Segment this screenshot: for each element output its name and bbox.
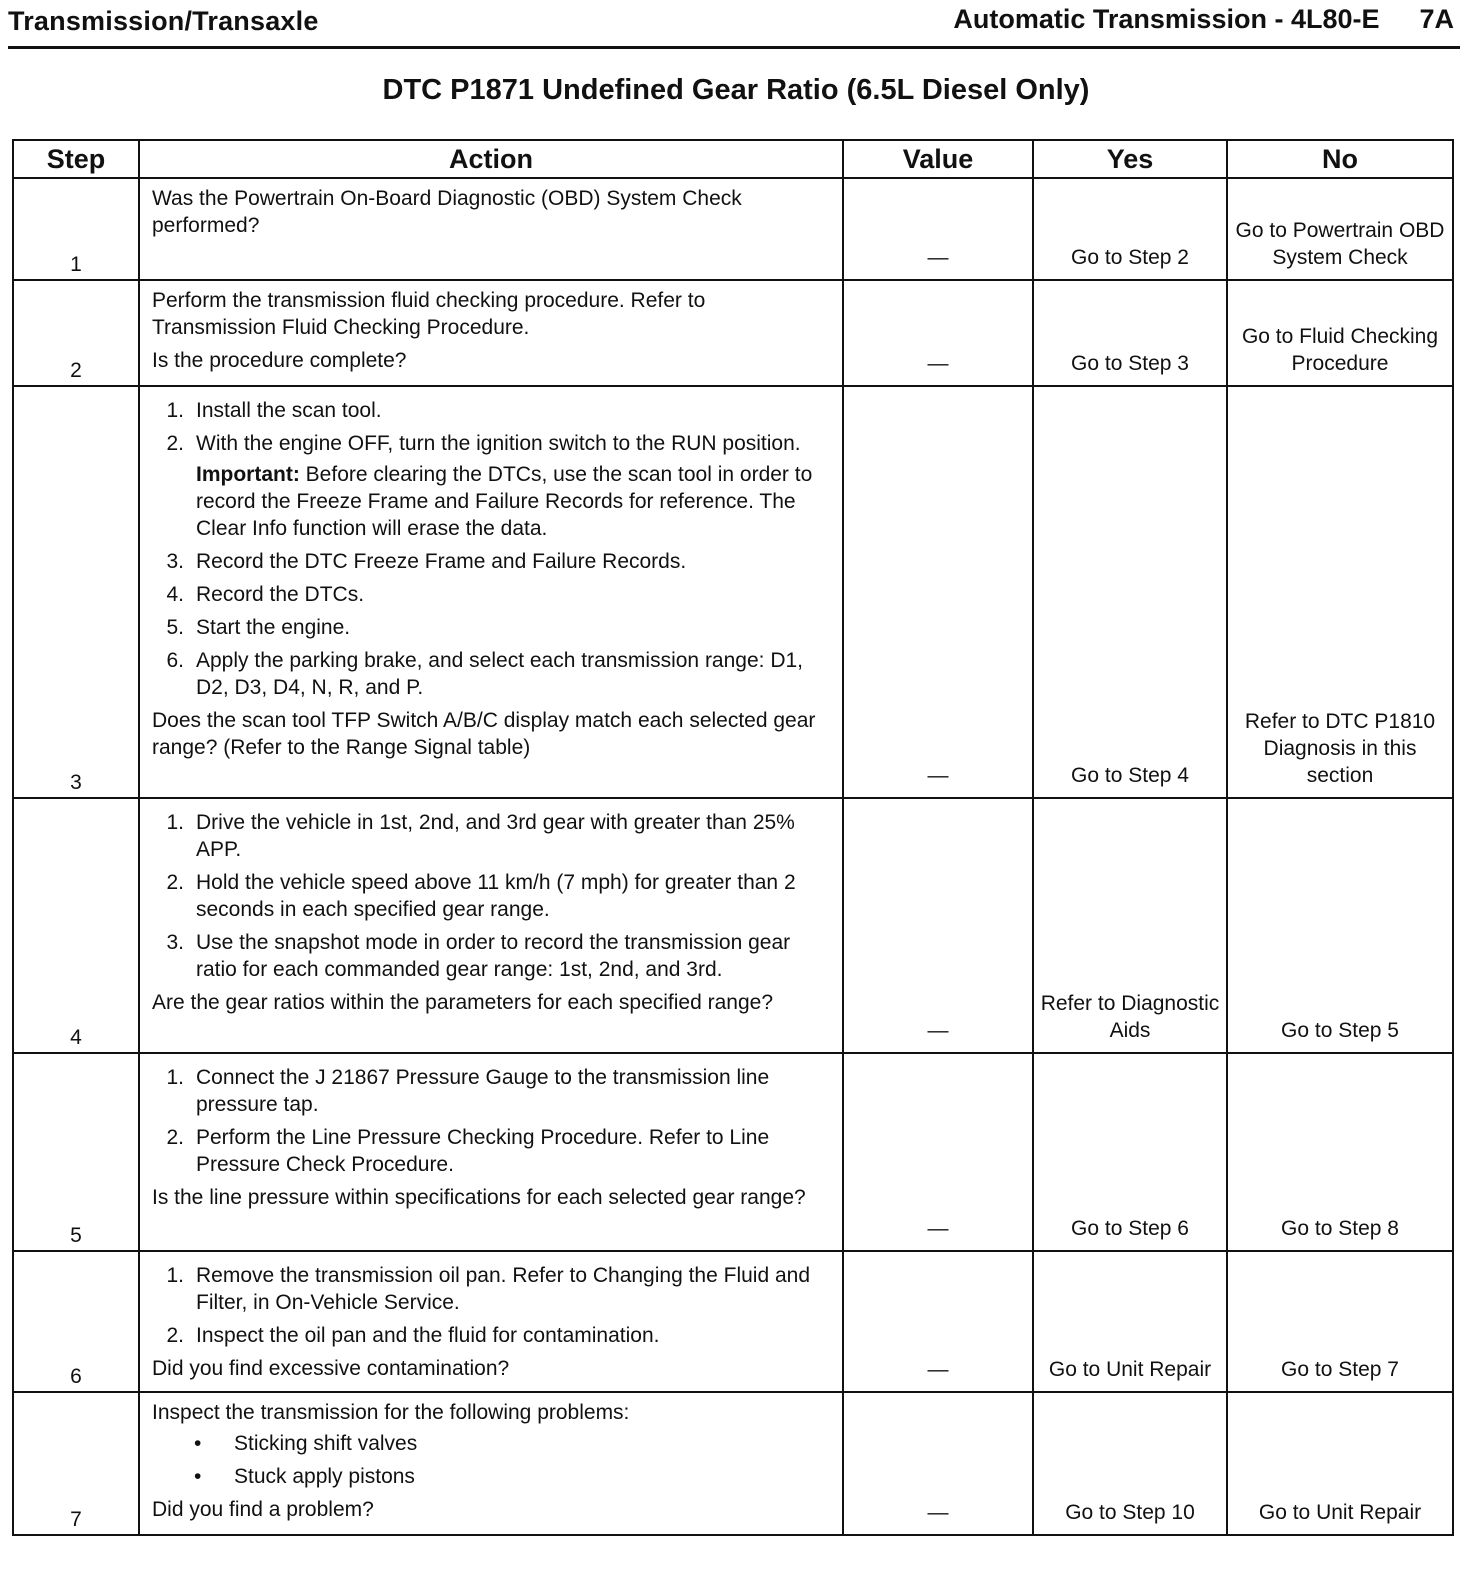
value-cell: — [843, 1251, 1033, 1392]
action-cell [139, 280, 843, 386]
action-cell [139, 1251, 843, 1392]
action-steps [152, 1064, 834, 1178]
value-cell: — [843, 386, 1033, 798]
yes-cell: Go to Step 10 [1033, 1392, 1227, 1535]
col-header-value: Value [843, 140, 1033, 178]
action-question: Is the line pressure within specifications for each selected gear range? [152, 1186, 806, 1209]
value-cell: — [843, 1053, 1033, 1251]
no-cell: Go to Powertrain OBD System Check [1227, 178, 1453, 280]
action-steps [152, 1262, 834, 1349]
list-item: 6. Apply the parking brake, and select each transmission range: D1, D2, D3, D4, N, R, and P. [166, 649, 804, 699]
action-steps [152, 397, 834, 701]
action-question: Does the scan tool TFP Switch A/B/C display match each selected gear range? (Refer to the Range Signal table) [152, 709, 816, 759]
page-code: 7A [1419, 4, 1454, 34]
step-number: 7 [13, 1392, 139, 1535]
list-item: 1. Install the scan tool. [166, 399, 382, 422]
col-header-no: No [1227, 140, 1453, 178]
diagnostic-table [12, 139, 1454, 1536]
step-number: 5 [13, 1053, 139, 1251]
value-cell: — [843, 798, 1033, 1053]
table-row [13, 280, 1453, 386]
value-cell: — [843, 1392, 1033, 1535]
value-cell: — [843, 178, 1033, 280]
step-number: 2 [13, 280, 139, 386]
step-number: 4 [13, 798, 139, 1053]
action-cell [139, 386, 843, 798]
value-cell: — [843, 280, 1033, 386]
list-item: 4. Record the DTCs. [166, 583, 365, 606]
important-text: Before clearing the DTCs, use the scan tool in order to record the Freeze Frame and Failure Records for reference. The Clear Info function will erase the data. [196, 463, 813, 540]
yes-cell: Go to Step 3 [1033, 280, 1227, 386]
list-item: 2. Perform the Line Pressure Checking Procedure. Refer to Line Pressure Check Procedure. [166, 1126, 770, 1176]
action-cell [139, 178, 843, 280]
list-item: 5. Start the engine. [166, 616, 351, 639]
action-cell [139, 1392, 843, 1535]
action-text: Inspect the transmission for the following problems: [152, 1401, 630, 1424]
no-cell: Go to Step 8 [1227, 1053, 1453, 1251]
yes-cell: Go to Step 2 [1033, 178, 1227, 280]
list-item: 1. Drive the vehicle in 1st, 2nd, and 3rd gear with greater than 25% APP. [166, 811, 795, 861]
no-cell: Refer to DTC P1810 Diagnosis in this section [1227, 386, 1453, 798]
list-item: 2. Hold the vehicle speed above 11 km/h (7 mph) for greater than 2 seconds in each specified gear range. [166, 871, 796, 921]
chapter-title: Automatic Transmission - 4L80-E [953, 4, 1380, 34]
action-question: Did you find a problem? [152, 1498, 374, 1521]
action-text: Perform the transmission fluid checking procedure. Refer to Transmission Fluid Checking Procedure. [152, 289, 706, 339]
table-row [13, 1053, 1453, 1251]
yes-cell: Refer to Diagnostic Aids [1033, 798, 1227, 1053]
yes-cell: Go to Step 6 [1033, 1053, 1227, 1251]
list-item: 2. Inspect the oil pan and the fluid for contamination. [166, 1324, 660, 1347]
action-question: Did you find excessive contamination? [152, 1357, 510, 1380]
important-note [196, 461, 834, 542]
action-steps [152, 809, 834, 983]
no-cell: Go to Step 5 [1227, 798, 1453, 1053]
action-cell [139, 798, 843, 1053]
col-header-step: Step [13, 140, 139, 178]
list-item: 3. Record the DTC Freeze Frame and Failure Records. [166, 550, 687, 573]
step-number: 6 [13, 1251, 139, 1392]
action-question: Is the procedure complete? [152, 349, 407, 372]
no-cell: Go to Unit Repair [1227, 1392, 1453, 1535]
table-row [13, 1392, 1453, 1535]
table-header-row [13, 140, 1453, 178]
yes-cell: Go to Step 4 [1033, 386, 1227, 798]
bullet-icon: • [194, 1432, 202, 1455]
table-row [13, 386, 1453, 798]
important-label: Important: [196, 463, 300, 486]
yes-cell: Go to Unit Repair [1033, 1251, 1227, 1392]
no-cell: Go to Step 7 [1227, 1251, 1453, 1392]
col-header-action: Action [139, 140, 843, 178]
header-rule [8, 46, 1460, 49]
list-item: 3. Use the snapshot mode in order to record the transmission gear ratio for each commanded gear range: 1st, 2nd, and 3rd. [166, 931, 791, 981]
page-title: DTC P1871 Undefined Gear Ratio (6.5L Diesel Only) [382, 74, 1090, 106]
list-item: 1. Remove the transmission oil pan. Refer to Changing the Fluid and Filter, in On-Vehicle Service. [166, 1264, 811, 1314]
action-question: Are the gear ratios within the parameters for each specified range? [152, 991, 774, 1014]
list-item: 1. Connect the J 21867 Pressure Gauge to the transmission line pressure tap. [166, 1066, 770, 1116]
no-cell: Go to Fluid Checking Procedure [1227, 280, 1453, 386]
list-item: • Stuck apply pistons [194, 1465, 415, 1488]
section-header: Transmission/Transaxle [8, 6, 319, 36]
list-item: 2. With the engine OFF, turn the ignition switch to the RUN position. Important: Before clearing the DTCs, use the scan tool in order to record the Freeze Frame and Failure Records for reference. The Clear Info function will erase the data. [152, 430, 834, 542]
table-row [13, 178, 1453, 280]
table-row [13, 798, 1453, 1053]
list-item: • Sticking shift valves [194, 1432, 418, 1455]
problem-list [152, 1430, 834, 1490]
chapter-header [953, 4, 1454, 35]
action-text: Was the Powertrain On-Board Diagnostic (OBD) System Check performed? [152, 187, 742, 237]
step-number: 3 [13, 386, 139, 798]
step-number: 1 [13, 178, 139, 280]
table-row [13, 1251, 1453, 1392]
col-header-yes: Yes [1033, 140, 1227, 178]
action-cell [139, 1053, 843, 1251]
bullet-icon: • [194, 1465, 202, 1488]
